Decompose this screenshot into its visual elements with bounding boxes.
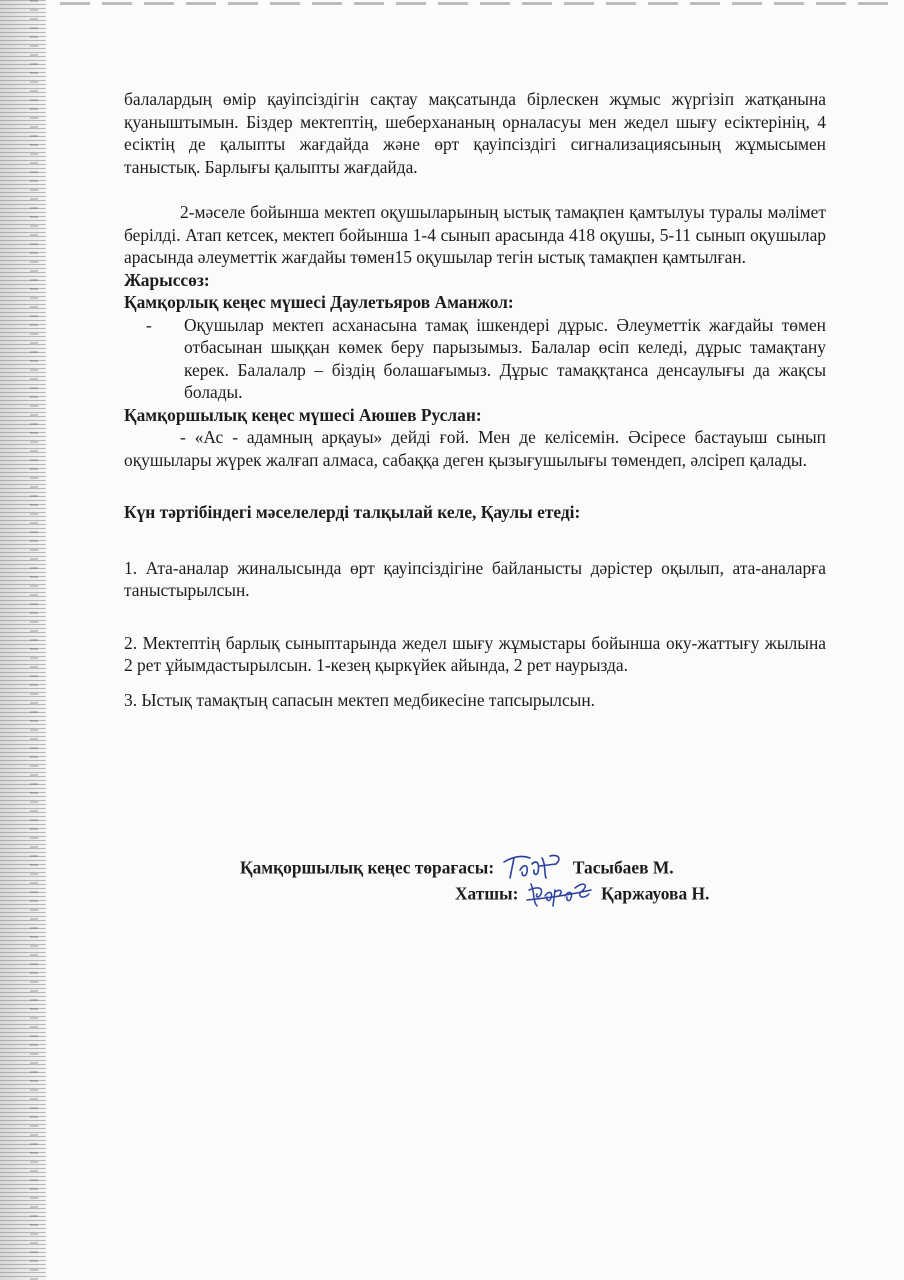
secretary-label: Хатшы:	[455, 883, 519, 904]
speaker2-heading: Қамқоршылық кеңес мүшесі Аюшев Руслан:	[124, 404, 482, 425]
scan-top-artifact	[60, 2, 900, 5]
secretary-name: Қаржауова Н.	[601, 883, 710, 904]
chair-label: Қамқоршылық кеңес төрағасы:	[240, 857, 495, 878]
speaker1-dash: -	[146, 314, 152, 335]
scan-edge-artifact	[0, 0, 46, 1280]
scan-edge-artifact-lines	[30, 0, 38, 1280]
speaker1-statement	[124, 314, 826, 404]
secretary-signature	[525, 876, 595, 915]
item2-paragraph: 2-мәселе бойынша мектеп оқушыларының ыстық тамақпен қамтылуы туралы мәлімет берілді. Атап кетсек, мектеп бойынша 1-4 сынып арасында 418 оқушы, 5-11 сынып оқушылар арасында әлеуметтік жағдайы төмен15 оқушылар тегін ыстық тамақпен қамтылған.	[124, 202, 826, 267]
document-body	[124, 88, 826, 711]
chair-name: Тасыбаев М.	[572, 857, 674, 878]
resolution-item-2: 2. Мектептің барлық сыныптарында жедел шығу жұмыстары бойынша оку-жаттығу жылына 2 рет ұйымдастырылсын. 1-кезең қыркүйек айында, 2 рет наурызда.	[124, 632, 826, 675]
speaker2-text: - «Ас - адамның арқауы» дейді ғой. Мен де келісемін. Әсіресе бастауыш сынып оқушылары жүрек жалғап алмаса, сабаққа деген қызығушылығы төмендеп, әлсіреп қалады.	[124, 427, 826, 470]
speaker1-heading: Қамқорлық кеңес мүшесі Даулетьяров Аманжол:	[124, 292, 514, 312]
debate-heading: Жарыссөз:	[124, 269, 210, 290]
resolution-item-1: 1. Ата-аналар жиналысында өрт қауіпсіздігіне байланысты дәрістер оқылып, ата-аналарға таныстырылсын.	[124, 557, 826, 600]
secretary-signature-line	[455, 876, 709, 915]
resolution-heading: Күн тәртібіндегі мәселелерді талқылай келе, Қаулы етеді:	[124, 502, 581, 522]
intro-paragraph: балалардың өмір қауіпсіздігін сақтау мақсатында бірлескен жұмыс жүргізіп жатқанына қуаныштымын. Біздер мектептің, шеберхананың орналасуы мен жедел шығу есіктерінің, 4 есіктің де қалыпты жағдайда және өрт қауіпсіздігі сигнализациясының жұмысымен таныстық. Барлығы қалыпты жағдайда.	[124, 89, 826, 177]
speaker1-text: Оқушылар мектеп асханасына тамақ ішкендері дұрыс. Әлеуметтік жағдайы төмен отбасынан шыққан көмек беру парызымыз. Балалар өсіп келеді, дұрыс тамақтану керек. Балалалр – біздің болашағымыз. Дұрыс тамаққтанса денсаулығы да жақсы болады.	[184, 314, 826, 402]
resolution-item-3: 3. Ыстық тамақтың сапасын мектеп медбикесіне тапсырылсын.	[124, 689, 596, 710]
